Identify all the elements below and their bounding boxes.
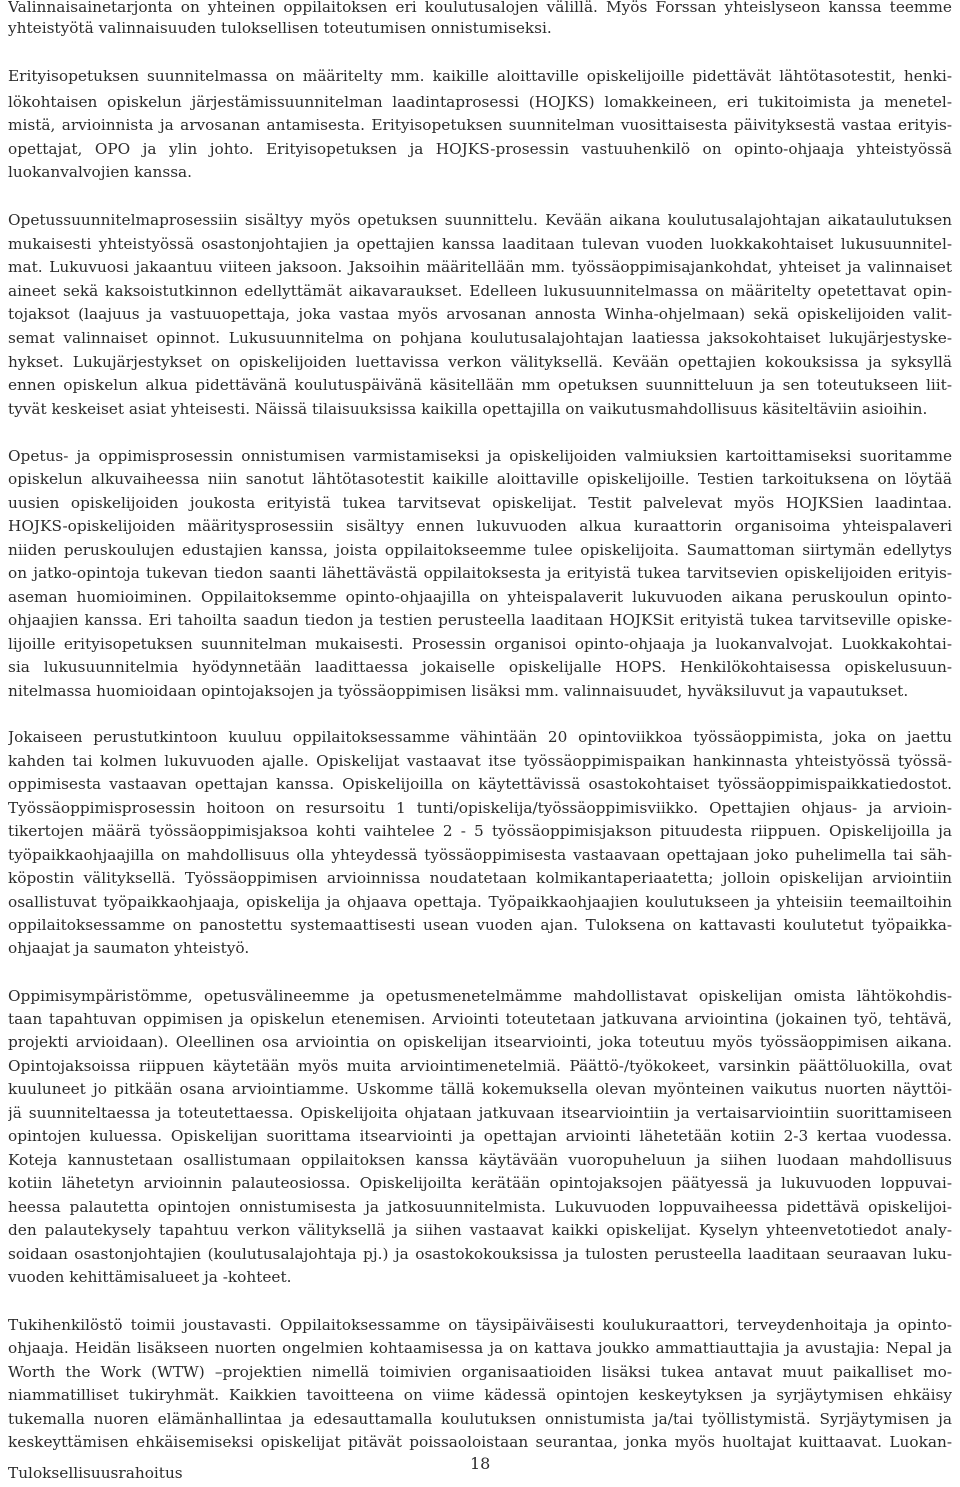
text-line: työpaikkaohjaajilla on mahdollisuus olla yhteydessä työssäoppimisesta vastaavaan opettajaan joko puhelimella tai säh- bbox=[8, 846, 952, 864]
text-line: aseman huomioiminen. Oppilaitoksemme opinto-ohjaajilla on yhteispalaverit lukuvuoden aikana peruskoulun opinto- bbox=[8, 588, 952, 606]
text-line: Erityisopetuksen suunnitelmassa on määritelty mm. kaikille aloittaville opiskelijoille pidettävät lähtötasotestit, henki- bbox=[8, 67, 952, 85]
text-line: tikertojen määrä työssäoppimisjaksoa kohti vaihtelee 2 - 5 työssäoppimisjakson pituudesta riippuen. Opiskelijoilla ja bbox=[8, 822, 952, 840]
text-line: Opetus- ja oppimisprosessin onnistumisen varmistamiseksi ja opiskelijoiden valmiuksien kartoittamiseksi suoritamme bbox=[8, 447, 952, 465]
text-line: oppilaitoksessamme on panostettu systemaattisesti usean vuoden ajan. Tuloksena on kattavasti koulutetut työpaikka- bbox=[8, 916, 952, 934]
text-line: kuuluneet jo pitkään osana arviointiamme. Uskomme tällä kokemuksella olevan myönteinen vaikutus nuorten näyttöi- bbox=[8, 1080, 952, 1098]
text-line: kotiin lähetetyn arvioinnin palauteosiossa. Opiskelijoilta kerätään opintojaksojen päätyessä ja lukuvuoden loppuvai- bbox=[8, 1174, 952, 1192]
text-line: den palautekysely tapahtuu verkon välityksellä ja siihen vastaavat kaikki opiskelijat. Kyselyn yhteenvetotiedot analy- bbox=[8, 1221, 952, 1239]
text-line: hykset. Lukujärjestykset on opiskelijoiden luettavissa verkon välityksellä. Kevään opettajien kokouksissa ja syksyllä bbox=[8, 353, 952, 371]
text-line: ohjaajat ja saumaton yhteistyö. bbox=[8, 939, 250, 957]
text-line: köpostin välityksellä. Työssäoppimisen arvioinnissa noudatetaan kolmikantaperiaatetta; jolloin opiskelijan arviointiin bbox=[8, 869, 952, 887]
text-line: Työssäoppimisprosessin hoitoon on resursoitu 1 tunti/opiskelija/työssäoppimisviikko. Opettajien ohjaus- ja arvioin- bbox=[8, 799, 952, 817]
text-line: Tukihenkilöstö toimii joustavasti. Oppilaitoksessamme on täysipäiväisesti koulukuraattori, terveydenhoitaja ja opinto- bbox=[8, 1316, 952, 1334]
text-line: mat. Lukuvuosi jakaantuu viiteen jaksoon. Jaksoihin määritellään mm. työssäoppimisajankohdat, yhteiset ja valinnaiset bbox=[8, 258, 952, 276]
text-line: yhteistyötä valinnaisuuden tuloksellisen toteutumisen onnistumiseksi. bbox=[8, 19, 552, 37]
text-line: lijoille erityisopetuksen suunnitelman mukaisesti. Prosessin organisoi opinto-ohjaaja ja luokanvalvojat. Luokkakohtai- bbox=[8, 635, 952, 653]
text-line: Jokaiseen perustutkintoon kuuluu oppilaitoksessamme vähintään 20 opintoviikkoa työssäoppimista, joka on jaettu bbox=[8, 728, 952, 746]
text-line: HOJKS-opiskelijoiden määritysprosessiin sisältyy ennen lukuvuoden alkua kuraattorin organisoima yhteispalaveri bbox=[8, 517, 952, 535]
footer-title: Tuloksellisuusrahoitus bbox=[8, 1464, 183, 1482]
text-line: Koteja kannustetaan osallistumaan oppilaitoksen kanssa käytävään vuoropuheluun ja siihen luodaan mahdollisuus bbox=[8, 1151, 952, 1169]
text-line: lökohtaisen opiskelun järjestämissuunnitelman laadintaprosessi (HOJKS) lomakkeineen, eri tukitoimista ja menetel- bbox=[8, 93, 952, 111]
text-line: luokanvalvojien kanssa. bbox=[8, 163, 193, 181]
text-line: niammatilliset tukiryhmät. Kaikkien tavoitteena on viime kädessä opintojen keskeytyksen ja syrjäytymisen ehkäisy bbox=[8, 1386, 952, 1404]
text-line: opintojen kuluessa. Opiskelijan suorittama itsearviointi ja opettajan arviointi lähetetään kotiin 2-3 kertaa vuodessa. bbox=[8, 1127, 952, 1145]
text-line: tukemalla nuoren elämänhallintaa ja edesauttamalla koulutuksen onnistumista ja/tai työllistymistä. Syrjäytymisen ja bbox=[8, 1410, 952, 1428]
text-line: Opetussuunnitelmaprosessiin sisältyy myös opetuksen suunnittelu. Kevään aikana koulutusalajohtajan aikataulutuksen bbox=[8, 211, 952, 229]
text-line: aineet sekä kaksoistutkinnon edellyttämät aikavaraukset. Edelleen lukusuunnitelmassa on määritelty opetettavat opin- bbox=[8, 282, 952, 300]
text-line: nitelmassa huomioidaan opintojaksojen ja työssäoppimisen lisäksi mm. valinnaisuudet, hyväksiluvut ja vapautukset. bbox=[8, 682, 909, 700]
page-number: 18 bbox=[470, 1454, 491, 1473]
text-line: osallistuvat työpaikkaohjaaja, opiskelija ja ohjaava opettaja. Työpaikkaohjaajien koulutukseen ja yhteisiin teemailtoihin bbox=[8, 893, 952, 911]
text-line: Oppimisympäristömme, opetusvälineemme ja opetusmenetelmämme mahdollistavat opiskelijan omista lähtökohdis- bbox=[8, 987, 952, 1005]
text-line: ohjaajien kanssa. Eri tahoilta saadun tiedon ja testien perusteella laaditaan HOJKSit erityistä tukea tarvitseville opiske- bbox=[8, 611, 952, 629]
text-line: jä suunniteltaessa ja toteutettaessa. Opiskelijoita ohjataan jatkuvaan itsearviointiin ja vertaisarviointiin suorittamiseen bbox=[8, 1104, 952, 1122]
text-line: Valinnaisainetarjonta on yhteinen oppilaitoksen eri koulutusalojen välillä. Myös Forssan yhteislyseon kanssa teemme bbox=[8, 0, 952, 16]
text-line: mistä, arvioinnista ja arvosanan antamisesta. Erityisopetuksen suunnitelman vuosittaisesta päivityksestä vastaa erityis- bbox=[8, 116, 952, 134]
text-line: Opintojaksoissa riippuen käytetään myös muita arviointimenetelmiä. Päättö-/työkokeet, varsinkin päättöluokilla, ovat bbox=[8, 1057, 952, 1075]
text-line: semat valinnaiset opinnot. Lukusuunnitelma on pohjana koulutusalajohtajan laatiessa jaksokohtaiset lukujärjestyske- bbox=[8, 329, 952, 347]
text-line: tojaksot (laajuus ja vastuuopettaja, joka vastaa myös arvosanan annosta Winha-ohjelmaan) sekä opiskelijoiden valit- bbox=[8, 305, 952, 323]
text-line: niiden peruskoulujen edustajien kanssa, joista oppilaitokseemme tulee opiskelijoita. Saumattoman siirtymän edellytys bbox=[8, 541, 952, 559]
text-line: sia lukusuunnitelmia hyödynnetään laadittaessa jokaiselle opiskelijalle HOPS. Henkilökohtaisessa opiskelusuun- bbox=[8, 658, 952, 676]
text-line: ohjaaja. Heidän lisäkseen nuorten ongelmien kohtaamisessa ja on kattava joukko ammattiauttajia ja avustajia: Nepal ja bbox=[8, 1339, 952, 1357]
text-line: kahden tai kolmen lukuvuoden ajalle. Opiskelijat vastaavat itse työssäoppimispaikan hankinnasta yhteistyössä työssä- bbox=[8, 752, 952, 770]
text-line: projekti arvioidaan). Oleellinen osa arviointia on opiskelijan itsearviointi, joka toteutuu myös työssäoppimisen aikana. bbox=[8, 1033, 952, 1051]
text-line: keskeyttämisen ehkäisemiseksi opiskelijat pitävät poissaoloistaan seurantaa, jonka myös huoltajat kuittaavat. Luokan- bbox=[8, 1433, 952, 1451]
text-line: ennen opiskelun alkua pidettävänä koulutuspäivänä käsitellään mm opetuksen suunnitteluun ja sen toteutukseen liit- bbox=[8, 376, 952, 394]
text-line: heessa palautetta opintojen onnistumisesta ja jatkosuunnitelmista. Lukuvuoden loppuvaiheessa pidettävä opiskelijoi- bbox=[8, 1198, 952, 1216]
text-line: opiskelun alkuvaiheessa niin sanotut lähtötasotestit kaikille aloittaville opiskelijoille. Testien tarkoituksena on löytää bbox=[8, 470, 952, 488]
text-line: uusien opiskelijoiden joukosta erityistä tukea tarvitsevat opiskelijat. Testit palvelevat myös HOJKSien laadintaa. bbox=[8, 494, 952, 512]
text-line: soidaan osastonjohtajien (koulutusalajohtaja pj.) ja osastokokouksissa ja tulosten perusteella laaditaan seuraavan luku- bbox=[8, 1245, 952, 1263]
text-line: mukaisesti yhteistyössä osastonjohtajien ja opettajien kanssa laaditaan tulevan vuoden luokkakohtaiset lukusuunnitel- bbox=[8, 235, 952, 253]
text-line: taan tapahtuvan oppimisen ja opiskelun etenemisen. Arviointi toteutetaan jatkuvana arviointina (jokainen työ, tehtävä, bbox=[8, 1010, 952, 1028]
text-line: on jatko-opintoja tukevan tiedon saanti lähettävästä oppilaitoksesta ja erityistä tukea tarvitsevien opiskelijoiden erityis- bbox=[8, 564, 952, 582]
text-line: vuoden kehittämisalueet ja -kohteet. bbox=[8, 1268, 292, 1286]
text-line: oppimisesta vastaavan opettajan kanssa. Opiskelijoilla on käytettävissä osastokohtaiset työssäoppimispaikkatiedostot. bbox=[8, 775, 952, 793]
text-line: Worth the Work (WTW) –projektien nimellä toimivien organisaatioiden lisäksi tukea antavat muut paikalliset mo- bbox=[8, 1363, 952, 1381]
text-line: tyvät keskeiset asiat yhteisesti. Näissä tilaisuuksissa kaikilla opettajilla on vaikutusmahdollisuus käsiteltäviin asioihin. bbox=[8, 400, 928, 418]
text-line: opettajat, OPO ja ylin johto. Erityisopetuksen ja HOJKS-prosessin vastuuhenkilö on opinto-ohjaaja yhteistyössä bbox=[8, 140, 952, 158]
